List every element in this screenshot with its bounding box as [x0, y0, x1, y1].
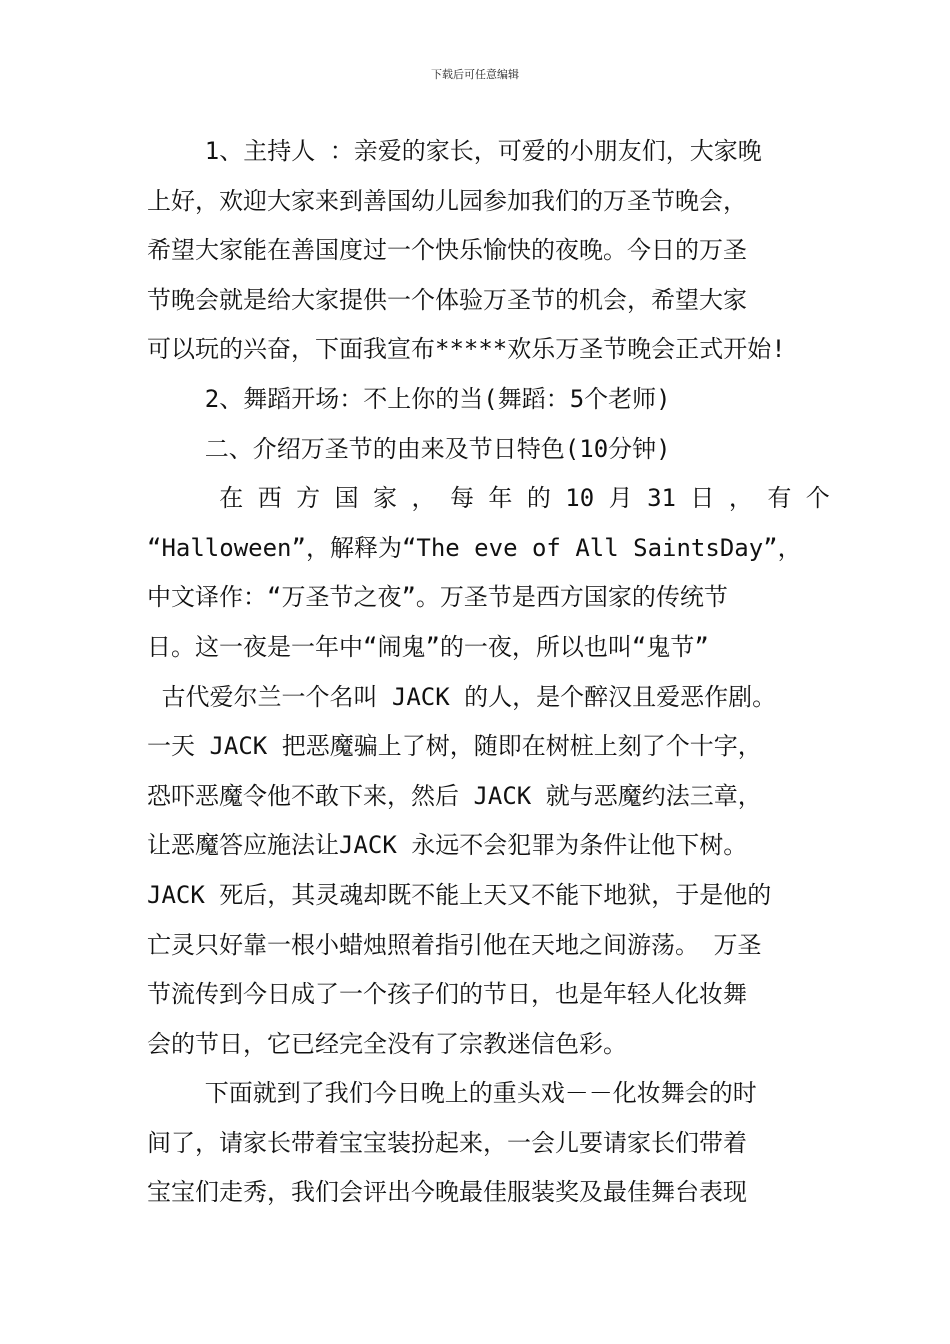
text-line: 希望大家能在善国度过一个快乐愉快的夜晚。今日的万圣 — [147, 236, 747, 265]
text-line: JACK 死后，其灵魂却既不能上天又不能下地狱，于是他的 — [147, 880, 772, 909]
text-line: 间了，请家长带着宝宝装扮起来，一会儿要请家长们带着 — [147, 1128, 747, 1157]
text-line: 中文译作：“万圣节之夜”。万圣节是西方国家的传统节 — [147, 583, 728, 612]
text-line: 下面就到了我们今日晚上的重头戏－－化妆舞会的时 — [147, 1079, 757, 1108]
text-line: 一天 JACK 把恶魔骗上了树，随即在树桩上刻了个十字， — [147, 732, 762, 761]
text-line: 古代爱尔兰一个名叫 JACK 的人，是个醉汉且爱恶作剧。 — [147, 682, 777, 711]
section-heading: 二、介绍万圣节的由来及节日特色(10分钟) — [147, 434, 671, 463]
text-line: 上好，欢迎大家来到善国幼儿园参加我们的万圣节晚会， — [147, 186, 747, 215]
document-body — [147, 127, 830, 1218]
text-line: “Halloween”，解释为“The eve of All SaintsDay”， — [147, 533, 802, 562]
text-line: 可以玩的兴奋，下面我宣布*****欢乐万圣节晚会正式开始! — [147, 335, 786, 364]
text-line: 节晚会就是给大家提供一个体验万圣节的机会，希望大家 — [147, 285, 747, 314]
text-line: 让恶魔答应施法让JACK 永远不会犯罪为条件让他下树。 — [147, 831, 748, 860]
text-line: 在 西 方 国 家 ， 每 年 的 10 月 31 日 ， 有 个 — [147, 484, 830, 513]
text-line: 2、舞蹈开场：不上你的当(舞蹈：5个老师) — [147, 384, 671, 413]
text-line: 节流传到今日成了一个孩子们的节日，也是年轻人化妆舞 — [147, 980, 747, 1009]
text-line: 1、主持人 ：亲爱的家长，可爱的小朋友们，大家晚 — [147, 137, 762, 165]
text-line: 恐吓恶魔令他不敢下来，然后 JACK 就与恶魔约法三章， — [147, 781, 762, 810]
text-line: 亡灵只好靠一根小蜡烛照着指引他在天地之间游荡。 万圣 — [147, 930, 762, 959]
text-line: 会的节日，它已经完全没有了宗教迷信色彩。 — [147, 1029, 627, 1058]
text-line: 日。这一夜是一年中“闹鬼”的一夜，所以也叫“鬼节” — [147, 632, 709, 661]
text-line: 宝宝们走秀，我们会评出今晚最佳服装奖及最佳舞台表现 — [147, 1178, 747, 1207]
page-header-note: 下载后可任意编辑 — [431, 68, 519, 81]
